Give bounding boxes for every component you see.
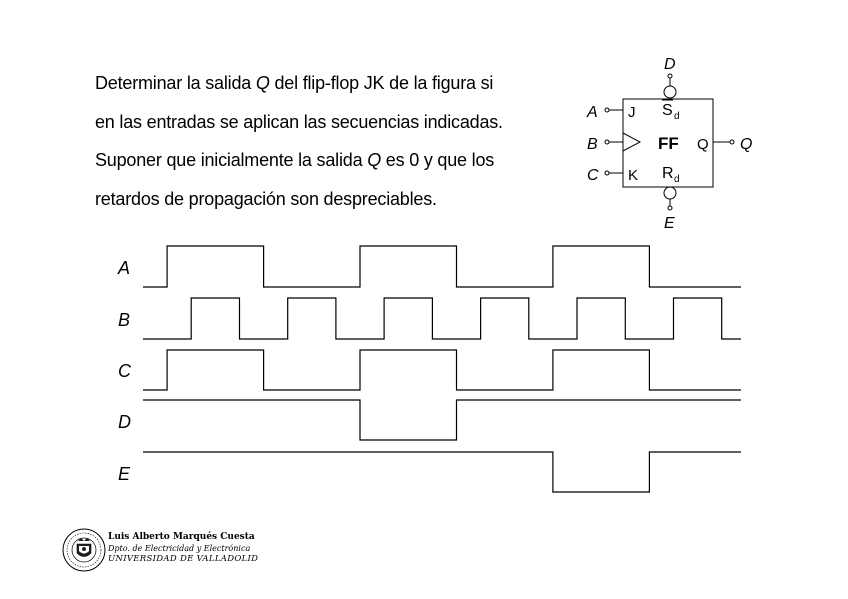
q-variable: Q: [367, 150, 381, 170]
waveform-a: [143, 246, 741, 287]
university-name: UNIVERSIDAD DE VALLADOLID: [108, 554, 259, 564]
author-name: Luis Alberto Marqués Cuesta: [108, 532, 255, 542]
signal-label-a: A: [118, 258, 131, 278]
pin-dot-c: [605, 171, 609, 175]
waveform-b: [143, 298, 741, 339]
signal-label-b: B: [118, 310, 131, 330]
pin-dot-b: [605, 140, 609, 144]
input-label-e: E: [664, 215, 675, 232]
pin-dot-q: [730, 140, 734, 144]
problem-line-2: en las entradas se aplican las secuencias indicadas.: [95, 111, 503, 132]
pin-r: R: [662, 165, 674, 182]
footer-credits: [108, 532, 258, 565]
timing-diagram: [117, 246, 741, 492]
problem-text: del flip-flop JK de la figura si: [269, 73, 494, 93]
waveform-c: [143, 350, 741, 390]
problem-text: Determinar la salida: [95, 73, 256, 93]
reset-bubble: [664, 187, 676, 199]
pin-k: K: [628, 167, 639, 184]
waveform-e: [143, 452, 741, 492]
pin-s: S: [662, 102, 673, 119]
output-label-q: Q: [740, 136, 753, 153]
signal-label-e: E: [118, 464, 131, 484]
problem-text: es 0 y que los: [381, 150, 495, 170]
pin-dot-d: [668, 74, 672, 78]
pin-r-subscript: d: [674, 174, 680, 185]
pin-dot-a: [605, 108, 609, 112]
pin-j: J: [628, 104, 636, 121]
pin-q: Q: [697, 136, 709, 153]
signal-label-d: D: [118, 412, 131, 432]
input-label-d: D: [664, 56, 676, 73]
signal-label-c: C: [118, 361, 131, 381]
problem-text: Suponer que inicialmente la salida: [95, 150, 368, 170]
input-label-c: C: [587, 167, 599, 184]
set-bubble: [664, 86, 676, 98]
pin-dot-e: [668, 206, 672, 210]
clock-triangle: [623, 133, 640, 151]
pin-s-subscript: d: [674, 111, 680, 122]
input-label-a: A: [587, 104, 598, 121]
problem-line-4: retardos de propagación son despreciables.: [95, 188, 437, 209]
input-label-b: B: [587, 136, 598, 153]
ff-name: FF: [658, 134, 679, 153]
q-variable: Q: [255, 73, 270, 93]
university-seal-logo: [63, 529, 105, 571]
department-name: Dpto. de Electricidad y Electrónica: [108, 544, 251, 553]
waveform-d: [143, 400, 741, 440]
flip-flop-labels: [586, 56, 752, 232]
